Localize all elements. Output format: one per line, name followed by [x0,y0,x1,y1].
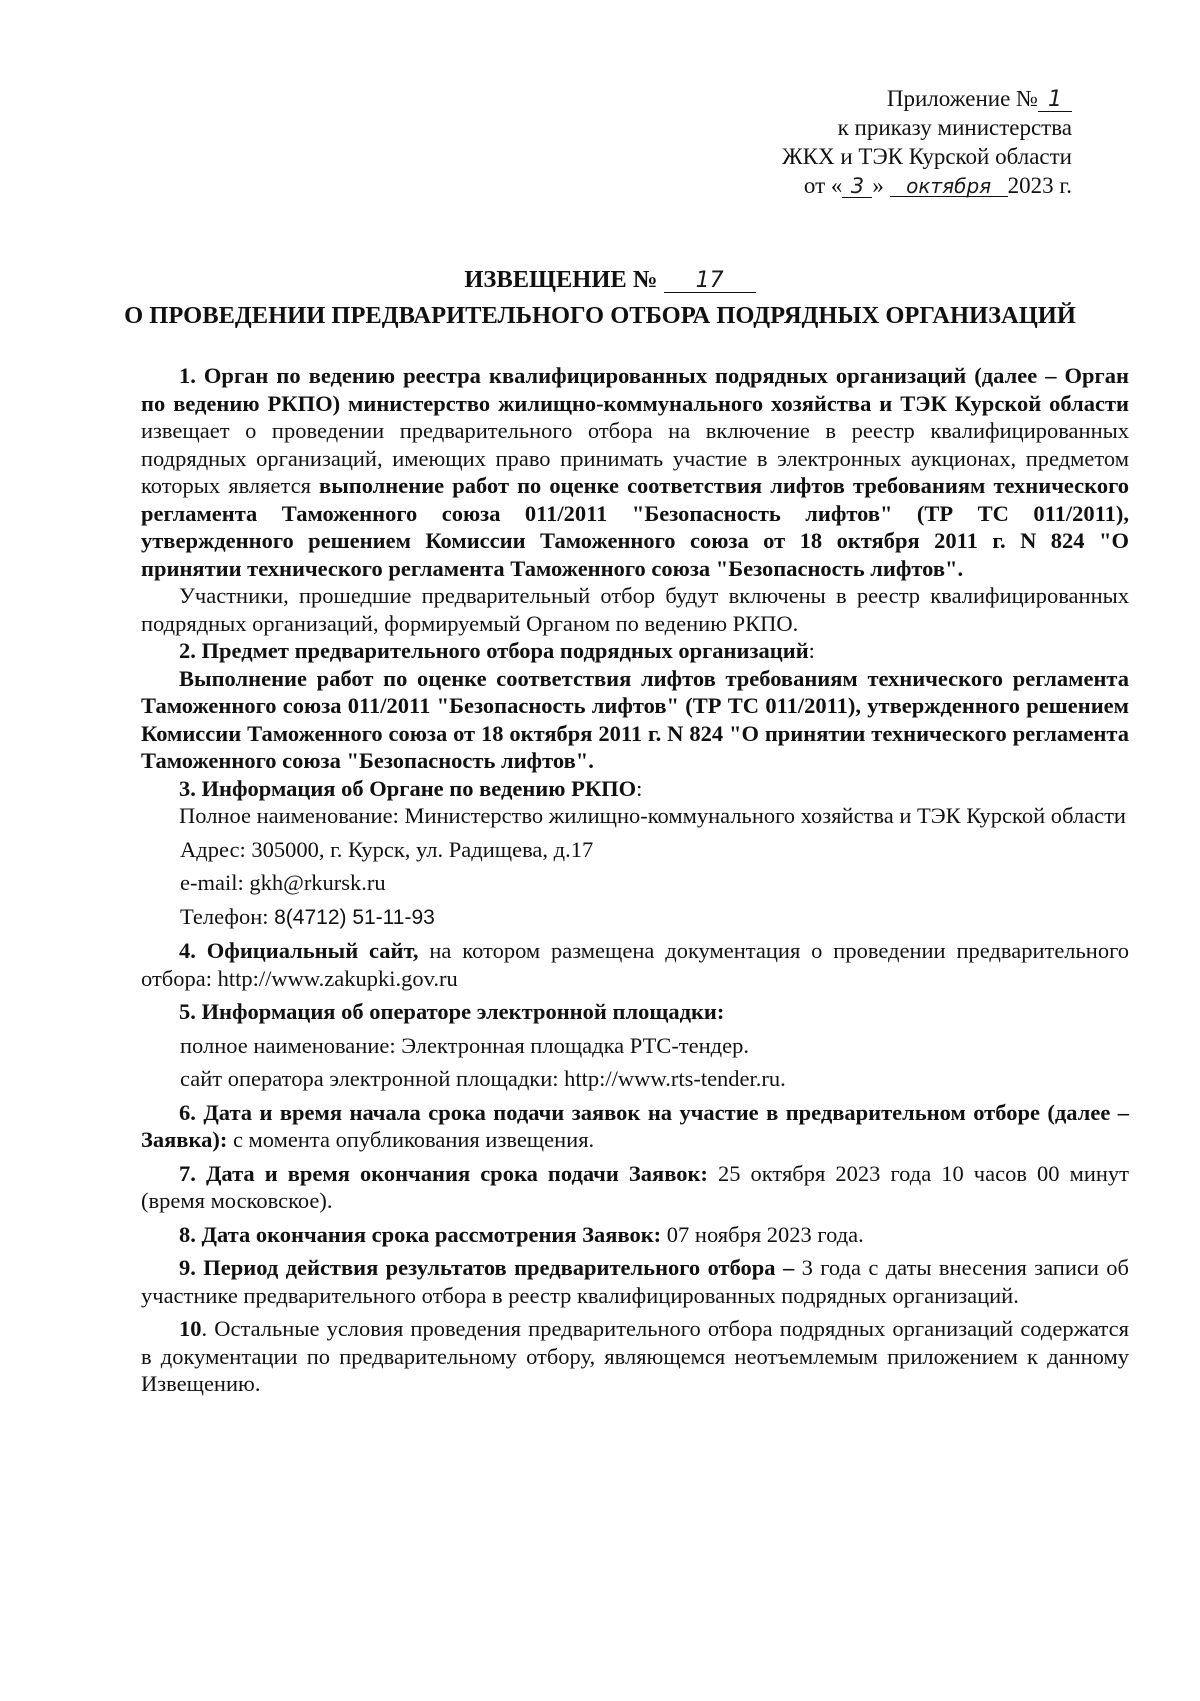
section-9 [141,1254,1129,1309]
appendix-date-line [712,171,1072,200]
section-1-text: извещает о проведении предварительного отбора на включение в реестр квалифицированных подрядных организаций, имеющих право принимать участие в электронных аукционах, предметом которых является [141,418,1129,498]
section-3-address: Адрес: 305000, г. Курск, ул. Радищева, д.17 [180,836,594,862]
notice-label: ИЗВЕЩЕНИЕ № [464,266,658,293]
section-2-colon: : [808,638,815,663]
section-2-heading-line [141,637,1129,665]
document-body [141,362,1129,1398]
section-7 [141,1160,1129,1215]
section-3-heading-line [141,775,1129,803]
section-4 [141,937,1129,992]
date-day-handwritten: 3 [842,176,872,198]
section-3-fullname: Полное наименование: Министерство жилищно-коммунального хозяйства и ТЭК Курской области [179,803,1126,828]
section-10-text: . Остальные условия проведения предварительного отбора подрядных организаций содержатся в документации по предварительному отбору, являющемся неотъемлемым приложением к данному Извещению. [141,1316,1129,1396]
section-10-number: 10 [179,1316,202,1341]
notice-number-handwritten: 17 [664,270,756,293]
section-2-subject [141,665,1129,775]
section-3-email: e-mail: gkh@rkursk.ru [180,870,386,895]
notice-subtitle: О ПРОВЕДЕНИИ ПРЕДВАРИТЕЛЬНОГО ОТБОРА ПОДРЯДНЫХ ОРГАНИЗАЦИЙ [124,302,1076,329]
section-4-heading: 4. Официальный сайт, [179,938,419,963]
title-block [0,262,1200,334]
phone-value: 8(4712) 51-11-93 [274,905,435,929]
section-5-name: полное наименование: Электронная площадка РТС-тендер. [180,1032,749,1058]
section-3-heading: 3. Информация об Органе по ведению РКПО [179,775,637,801]
appendix-number-handwritten: 1 [1038,89,1072,112]
appendix-line-1 [712,84,1072,113]
section-9-heading: 9. Период действия результатов предварительного отбора – [179,1255,795,1280]
section-5-heading-line [141,998,1129,1026]
section-6 [141,1099,1129,1154]
section-8 [141,1221,1129,1249]
section-7-text: 25 октября 2023 года 10 часов 00 минут (время московское). [141,1160,1129,1213]
appendix-line-3: ЖКХ и ТЭК Курской области [782,144,1072,169]
section-1-participants: Участники, прошедшие предварительный отбор будут включены в реестр квалифицированных подрядных организаций, формируемый Органом по ведению РКПО. [141,583,1129,636]
date-year: 2023 г. [1007,173,1072,198]
section-5-site: сайт оператора электронной площадки: http://www.rts-tender.ru. [180,1066,786,1091]
date-month-handwritten: октября [890,176,1008,197]
section-1-heading: 1. Орган по ведению реестра квалифицированных подрядных организаций (далее – Орган по ведению РКПО) министерство жилищно-коммунального хозяйства и ТЭК Курской области [141,363,1129,416]
section-10 [141,1315,1129,1398]
phone-label: Телефон: [180,903,275,929]
section-2-heading: 2. Предмет предварительного отбора подрядных организаций [179,638,809,663]
section-8-text: 07 ноября 2023 года. [661,1221,864,1247]
section-5-heading: 5. Информация об операторе электронной площадки: [179,999,725,1024]
section-6-text: с момента опубликования извещения. [227,1127,595,1152]
section-6-heading: 6. Дата и время начала срока подачи заявок на участие в предварительном отборе (далее – Заявка): [141,1099,1129,1152]
section-2-subject-text: Выполнение работ по оценке соответствия лифтов требованиям технического регламента Таможенного союза 011/2011 "Безопасность лифтов" (ТР ТС 011/2011), утвержденного решением Комиссии Таможенного союза от 18 октября 2011 г. N 824 "О принятии технического регламента Таможенного союза "Безопасность лифтов". [141,665,1129,773]
section-7-heading: 7. Дата и время окончания срока подачи Заявок: [179,1160,708,1186]
section-3-colon: : [636,775,643,801]
section-8-heading: 8. Дата окончания срока рассмотрения Заявок: [179,1221,662,1247]
appendix-label: Приложение № [886,86,1038,111]
section-4-text: на котором размещена документация о проведении предварительного отбора: http://www.zakupki.gov.ru [141,938,1130,991]
section-9-text: 3 года с даты внесения записи об участнике предварительного отбора в реестр квалифицированных подрядных организаций. [141,1255,1129,1308]
notice-title [0,262,1200,298]
section-3-phone-line [141,903,1129,932]
date-mid: » [872,173,884,198]
appendix-header [712,84,1072,200]
appendix-line-2: к приказу министерства [837,115,1072,140]
date-prefix: от « [803,173,843,198]
section-1-subject: выполнение работ по оценке соответствия лифтов требованиям технического регламента Таможенного союза 011/2011 "Безопасность лифтов" (ТР ТС 011/2011), утвержденного решением Комиссии Таможенного союза от 18 октября 2011 г. N 824 "О принятии технического регламента Таможенного союза "Безопасность лифтов". [141,473,1129,581]
section-1 [141,362,1129,582]
